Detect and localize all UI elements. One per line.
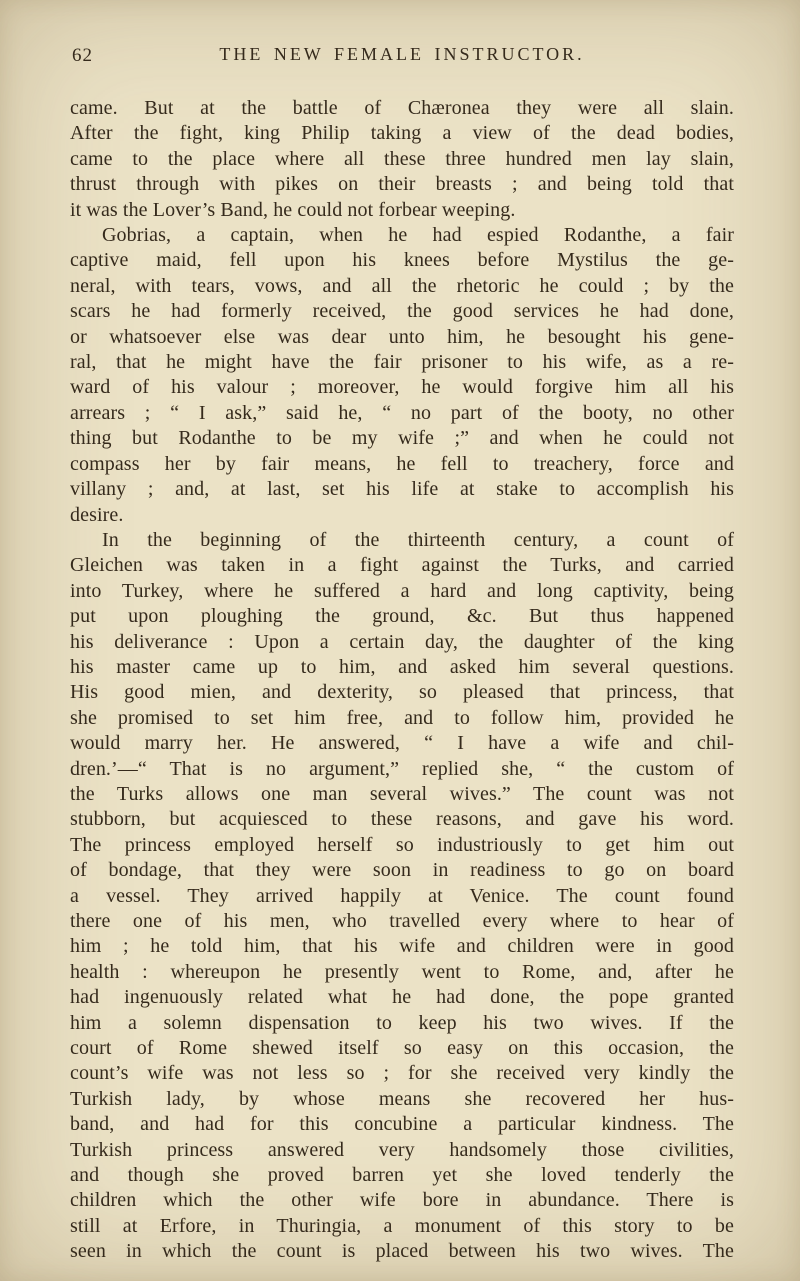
text-line: band, and had for this concubine a particular kindness. The bbox=[70, 1113, 734, 1136]
text-line: health : whereupon he presently went to Rome, and, after he bbox=[70, 960, 734, 983]
text-line: had ingenuously related what he had done, the pope granted bbox=[70, 986, 734, 1009]
page-number: 62 bbox=[72, 45, 93, 66]
text-line: Turkish princess answered very handsomely those civilities, bbox=[70, 1138, 734, 1161]
text-line: ral, that he might have the fair prisoner to his wife, as a re- bbox=[70, 351, 734, 374]
text-line: count’s wife was not less so ; for she received very kindly the bbox=[70, 1062, 734, 1085]
text-line: came. But at the battle of Chæronea they were all slain. bbox=[70, 97, 734, 119]
text-line: thrust through with pikes on their breasts ; and being told that bbox=[70, 173, 734, 196]
text-line: court of Rome shewed itself so easy on this occasion, the bbox=[70, 1037, 734, 1060]
text-line: him a solemn dispensation to keep his two wives. If the bbox=[70, 1011, 734, 1034]
text-line: Gleichen was taken in a fight against the Turks, and carried bbox=[70, 554, 734, 577]
text-line: desire. bbox=[70, 503, 124, 526]
text-line: his master came up to him, and asked him several questions. bbox=[70, 655, 734, 678]
text-line: there one of his men, who travelled every where to hear of bbox=[70, 910, 734, 932]
text-line: Gobrias, a captain, when he had espied Rodanthe, a fair bbox=[102, 224, 734, 247]
paragraph bbox=[70, 96, 734, 223]
text-line: scars he had formerly received, the good services he had done, bbox=[70, 300, 734, 323]
text-line: stubborn, but acquiesced to these reasons, and gave his word. bbox=[70, 808, 734, 831]
text-line: thing but Rodanthe to be my wife ;” and when he could not bbox=[70, 427, 734, 450]
text-line: seen in which the count is placed between his two wives. The bbox=[70, 1240, 734, 1263]
text-line: Turkish lady, by whose means she recovered her hus- bbox=[70, 1087, 734, 1110]
text-line: would marry her. He answered, “ I have a wife and chil- bbox=[70, 732, 734, 755]
text-line: His good mien, and dexterity, so pleased that princess, that bbox=[70, 681, 734, 704]
text-line: compass her by fair means, he fell to treachery, force and bbox=[70, 452, 734, 475]
paragraph bbox=[70, 528, 734, 1265]
text-line: villany ; and, at last, set his life at stake to accomplish his bbox=[70, 478, 734, 501]
text-line: ward of his valour ; moreover, he would forgive him all his bbox=[70, 376, 734, 399]
text-line: into Turkey, where he suffered a hard and long captivity, being bbox=[70, 579, 734, 602]
text-line: or whatsoever else was dear unto him, he besought his gene- bbox=[70, 325, 734, 348]
text-line: captive maid, fell upon his knees before Mystilus the ge- bbox=[70, 249, 734, 272]
text-line: it was the Lover’s Band, he could not forbear weeping. bbox=[70, 198, 516, 221]
text-line: his deliverance : Upon a certain day, the daughter of the king bbox=[70, 630, 734, 653]
text-line: dren.’—“ That is no argument,” replied she, “ the custom of bbox=[70, 757, 734, 780]
text-line: arrears ; “ I ask,” said he, “ no part of the booty, no other bbox=[70, 401, 734, 424]
text-line: she promised to set him free, and to follow him, provided he bbox=[70, 706, 734, 729]
page-body bbox=[70, 96, 734, 1265]
text-line: neral, with tears, vows, and all the rhetoric he could ; by the bbox=[70, 274, 734, 297]
text-line: The princess employed herself so industriously to get him out bbox=[70, 833, 734, 856]
text-line: children which the other wife bore in abundance. There is bbox=[70, 1189, 734, 1212]
text-line: In the beginning of the thirteenth century, a count of bbox=[102, 528, 734, 551]
text-line: still at Erfore, in Thuringia, a monument of this story to be bbox=[70, 1214, 734, 1237]
page-header bbox=[70, 44, 734, 70]
text-line: of bondage, that they were soon in readiness to go on board bbox=[70, 859, 734, 882]
text-line: put upon ploughing the ground, &c. But thus happened bbox=[70, 605, 734, 628]
text-line: a vessel. They arrived happily at Venice. The count found bbox=[70, 884, 734, 907]
text-line: him ; he told him, that his wife and children were in good bbox=[70, 935, 734, 958]
paragraph bbox=[70, 223, 734, 528]
text-line: the Turks allows one man several wives.” The count was not bbox=[70, 782, 734, 805]
text-line: After the fight, king Philip taking a view of the dead bodies, bbox=[70, 122, 734, 145]
running-title: THE NEW FEMALE INSTRUCTOR. bbox=[219, 44, 585, 64]
text-line: came to the place where all these three hundred men lay slain, bbox=[70, 147, 734, 170]
text-line: and though she proved barren yet she loved tenderly the bbox=[70, 1164, 734, 1187]
